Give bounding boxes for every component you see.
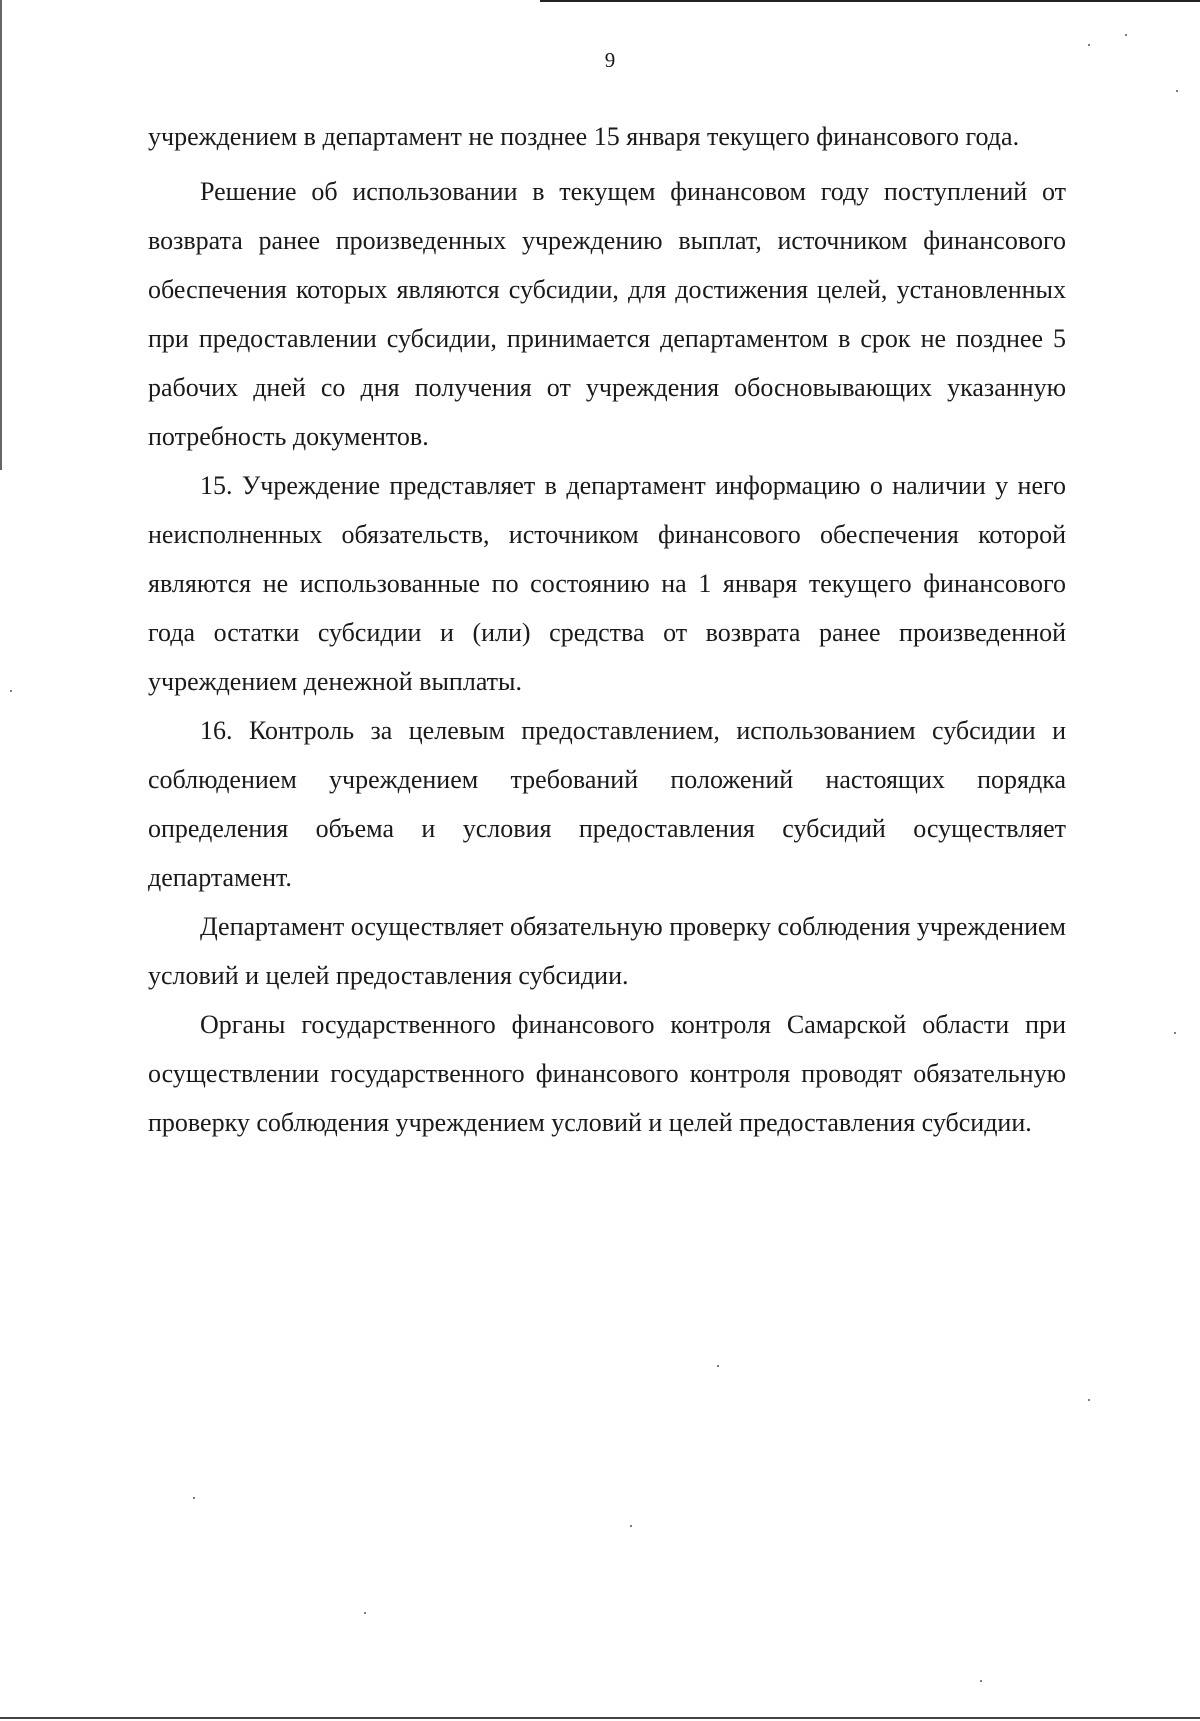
paragraph-16: 16. Контроль за целевым предоставлением, использованием субсидии и соблюдением учреждением требований положений настоящих порядка определения объема и условия предоставления субсидий осуществляет департамент. — [148, 716, 1066, 892]
scan-speck — [717, 1365, 719, 1367]
paragraph-continuation: учреждением в департамент не позднее 15 января текущего финансового года. — [148, 122, 1020, 151]
scan-speck — [630, 1525, 632, 1527]
document-body — [148, 112, 1066, 1147]
scan-bottom-edge-line — [0, 1717, 1200, 1719]
scan-speck — [364, 1612, 366, 1614]
scan-speck — [1176, 90, 1178, 92]
scan-speck — [1125, 34, 1127, 36]
paragraph-financial-control: Органы государственного финансового контроля Самарской области при осуществлении государственного финансового контроля проводят обязательную проверку соблюдения учреждением условий и целей предоставления субсидии. — [148, 1010, 1066, 1137]
page-number: 9 — [604, 48, 616, 72]
scan-speck — [1088, 44, 1090, 46]
paragraph-department-check: Департамент осуществляет обязательную проверку соблюдения учреждением условий и целей предоставления субсидии. — [148, 912, 1066, 990]
paragraph-15: 15. Учреждение представляет в департамент информацию о наличии у него неисполненных обязательств, источником финансового обеспечения которой являются не использованные по состоянию на 1 января текущего финансового года остатки субсидии и (или) средства от возврата ранее произведенной учреждением денежной выплаты. — [148, 471, 1066, 696]
scan-speck — [1174, 1032, 1176, 1034]
paragraph-decision: Решение об использовании в текущем финансовом году поступлений от возврата ранее произведенных учреждению выплат, источником финансового обеспечения которых являются субсидии, для достижения целей, установленных при предоставлении субсидии, принимается департаментом в срок не позднее 5 рабочих дней со дня получения от учреждения обосновывающих указанную потребность документов. — [148, 177, 1066, 451]
scan-speck — [10, 690, 12, 692]
scan-top-edge-line — [540, 0, 1200, 2]
scan-speck — [1088, 1399, 1090, 1401]
scan-speck — [193, 1497, 195, 1499]
scan-speck — [980, 1680, 982, 1682]
